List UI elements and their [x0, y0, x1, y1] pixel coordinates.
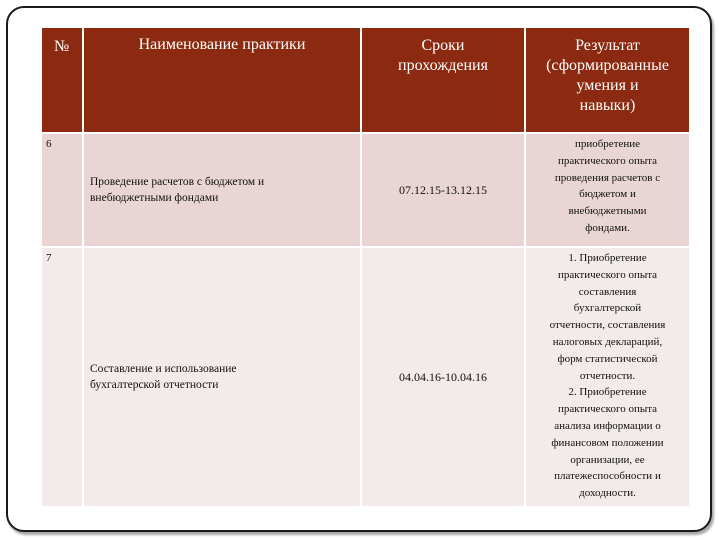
row-result-line: 2. Приобретение	[568, 386, 647, 399]
header-dates-line: Сроки	[421, 37, 465, 54]
table-row	[41, 133, 690, 247]
row-name-line: внебюджетными фондами	[90, 192, 219, 204]
row-name-line: бухгалтерской отчетности	[90, 379, 219, 391]
header-dates-line: прохождения	[398, 57, 488, 74]
header-result-line: (сформированные	[546, 57, 669, 74]
row-result-line: организации, ее	[570, 453, 645, 466]
row-result-line: составления	[578, 285, 637, 298]
row-result-line: отчетности, составления	[549, 319, 666, 332]
row-result-line: налоговых деклараций,	[552, 335, 663, 348]
row-result-line: отчетности.	[579, 369, 636, 382]
row-practice-name	[83, 133, 361, 247]
row-result-line: платежеспособности и	[554, 470, 661, 483]
header-dates	[361, 27, 525, 133]
table-header-row	[41, 27, 690, 133]
row-result-line: доходности.	[579, 487, 636, 500]
header-result-line: навыки)	[579, 97, 636, 114]
row-result-line: 1. Приобретение	[568, 252, 647, 264]
row-result-line: бухгалтерской	[573, 302, 642, 315]
header-result	[525, 27, 690, 133]
header-practice-name: Наименование практики	[83, 27, 361, 133]
practice-table	[40, 26, 691, 508]
row-result-line: финансовом положении	[551, 436, 664, 449]
row-result-line: внебюджетными	[568, 205, 647, 218]
row-number: 6	[41, 133, 83, 247]
row-result-line: бюджетом и	[579, 188, 636, 201]
row-number: 7	[41, 247, 83, 507]
table-row	[41, 247, 690, 507]
row-name-line: Проведение расчетов с бюджетом и	[90, 176, 265, 188]
row-result-line: проведения расчетов с	[554, 171, 661, 184]
row-result	[525, 247, 690, 507]
row-name-line: Составление и использование	[90, 363, 237, 375]
row-dates-text: 04.04.16-10.04.16	[399, 369, 487, 384]
row-result-line: форм статистической	[557, 352, 658, 365]
row-result-line: фондами.	[585, 221, 630, 234]
row-dates-text: 07.12.15-13.12.15	[399, 182, 487, 197]
row-dates	[361, 247, 525, 507]
header-number: №	[41, 27, 83, 133]
row-result-line: анализа информации о	[554, 419, 661, 432]
row-result-line: практического опыта	[557, 403, 658, 416]
row-result-line: практического опыта	[557, 268, 658, 281]
header-result-line: Результат	[575, 37, 640, 54]
row-result-line: практического опыта	[557, 154, 658, 167]
header-result-line: умения и	[576, 77, 639, 94]
row-result	[525, 133, 690, 247]
row-result-line: приобретение	[574, 138, 641, 150]
row-practice-name	[83, 247, 361, 507]
row-dates	[361, 133, 525, 247]
